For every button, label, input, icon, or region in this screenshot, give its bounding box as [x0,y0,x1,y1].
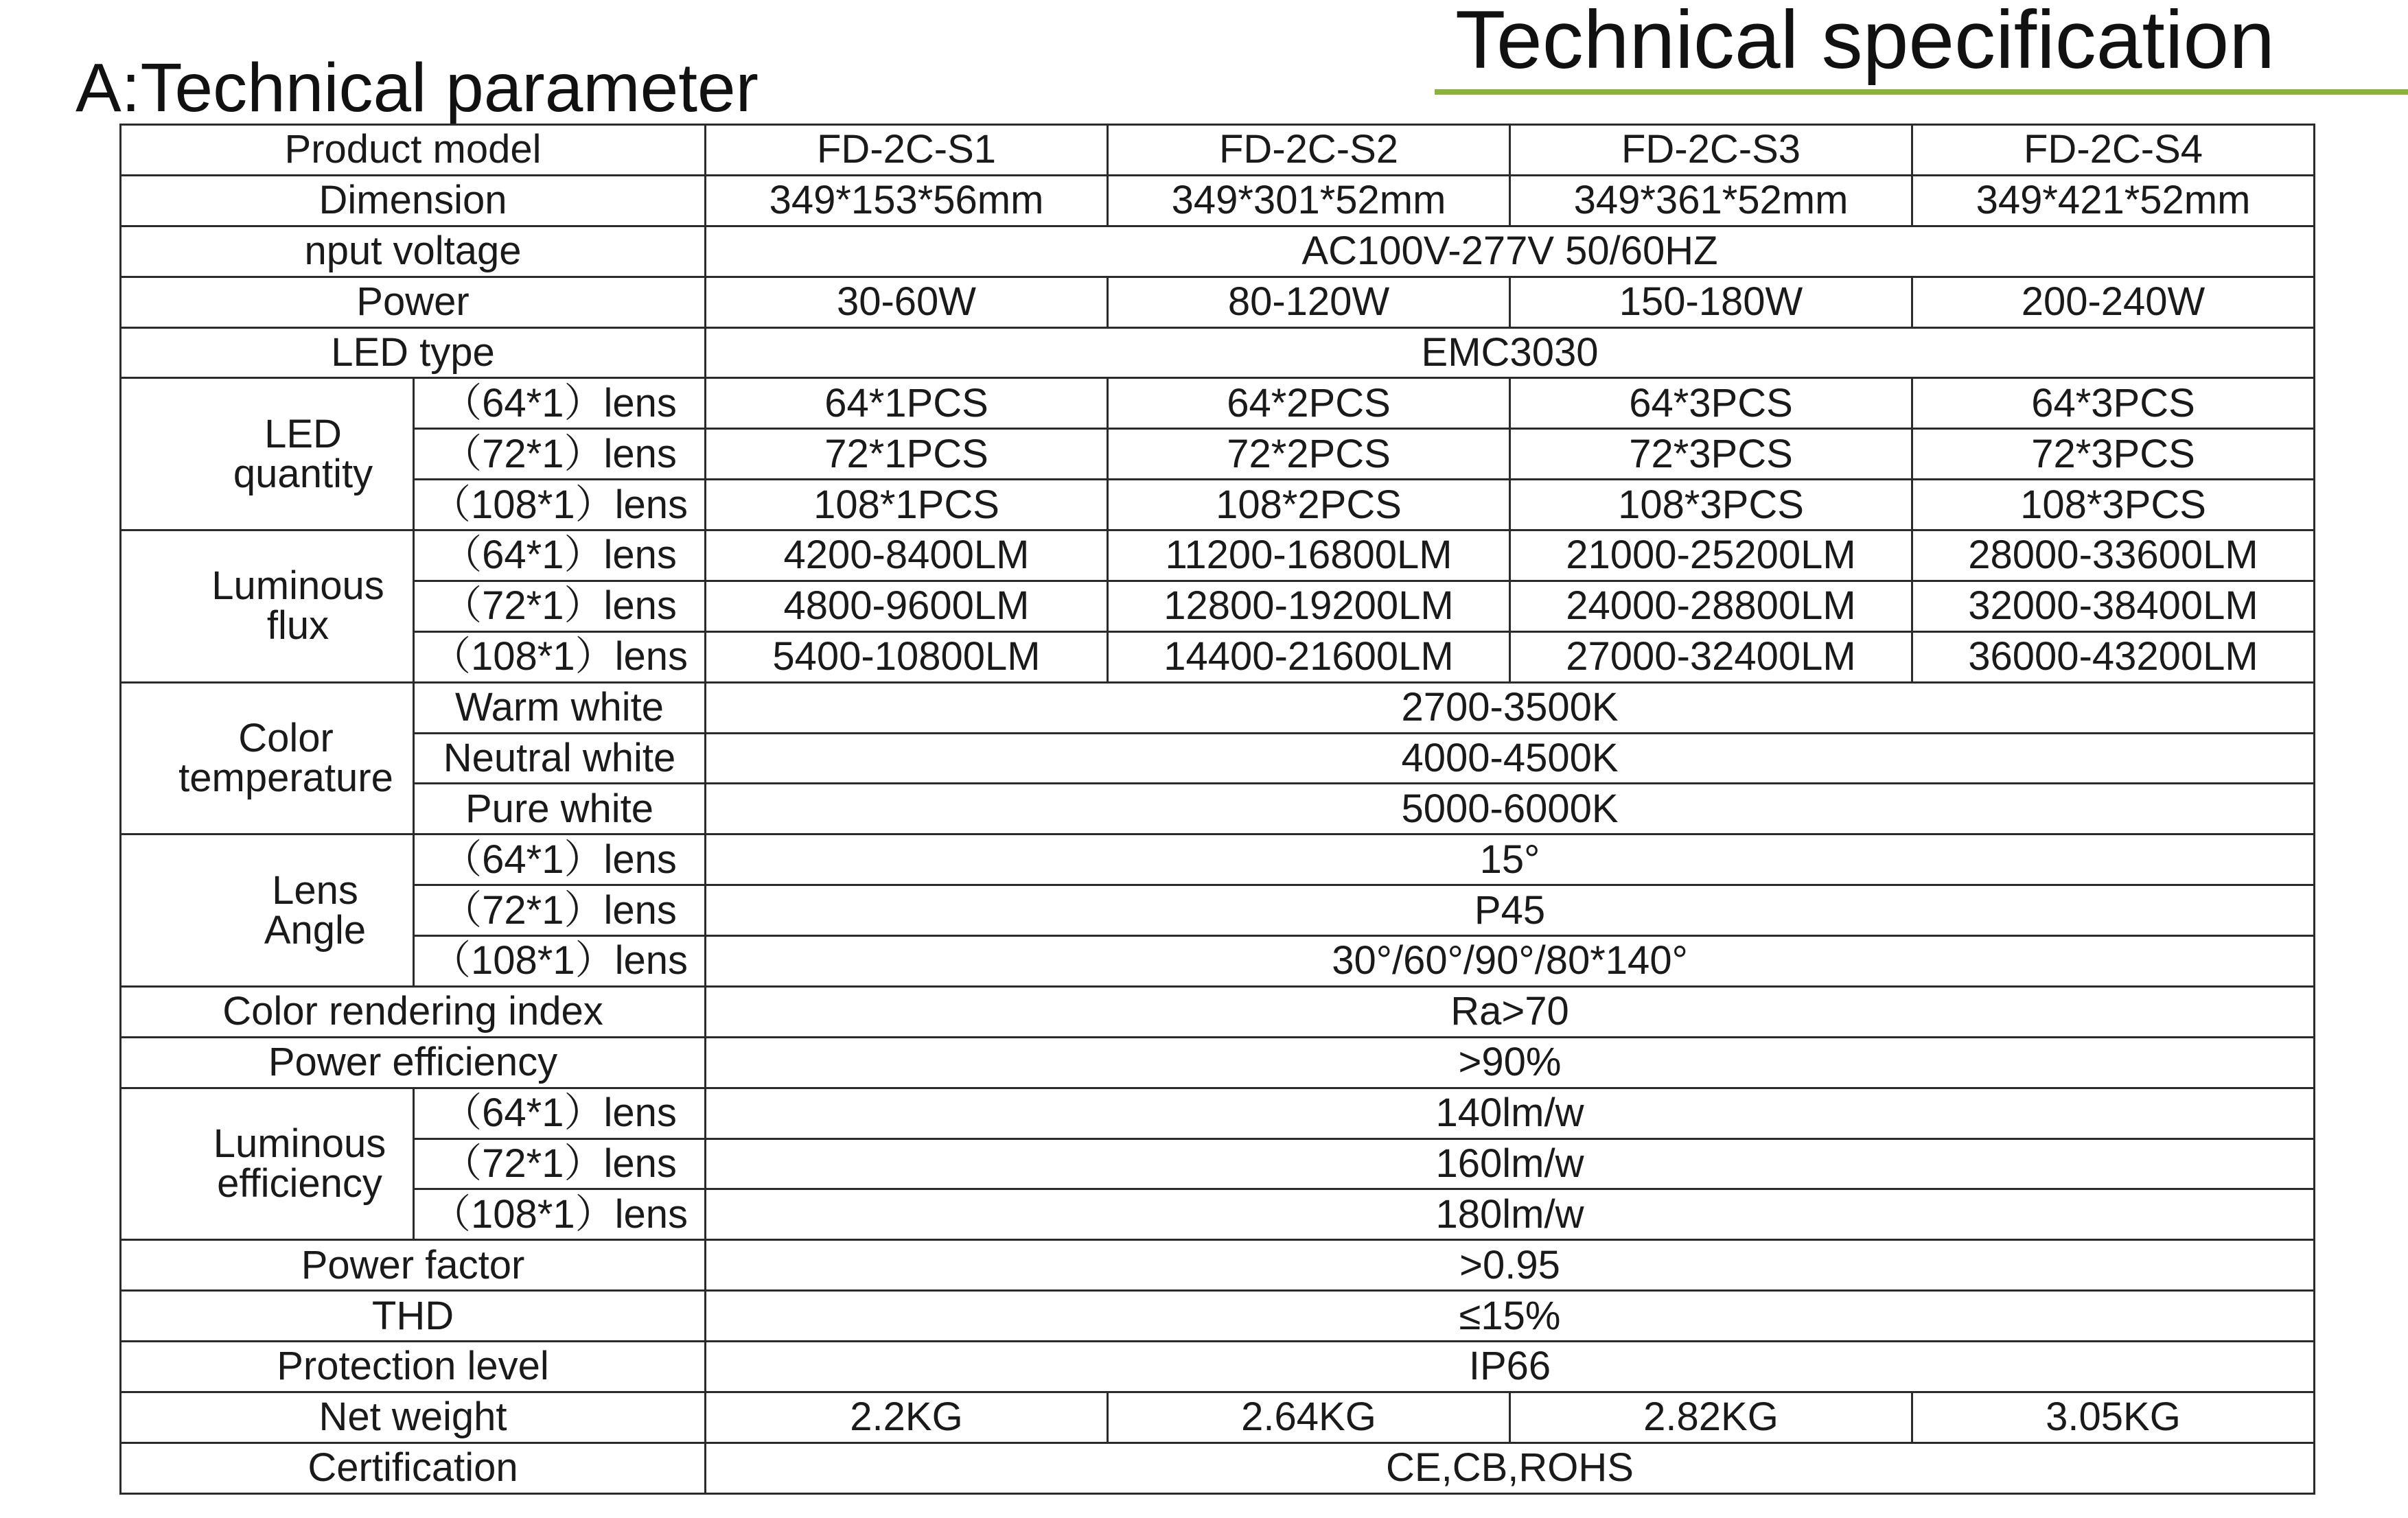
lens-label: （72*1）lens [414,429,706,480]
merged-value-cell: IP66 [706,1342,2315,1392]
value-cell: 12800-19200LM [1108,581,1510,631]
lens-label: （108*1）lens [414,631,706,682]
value-cell: 349*361*52mm [1510,175,1912,226]
group-label-line: efficiency [217,1160,382,1206]
value-cell: 5400-10800LM [706,631,1108,682]
row-label: THD [121,1291,706,1342]
group-label-color-temperature [121,682,414,834]
row-power-factor [121,1240,2315,1291]
value-cell: 108*3PCS [1510,480,1912,530]
row-input-voltage [121,226,2315,277]
merged-value-cell: CE,CB,ROHS [706,1443,2315,1493]
row-label: Protection level [121,1342,706,1392]
group-label-line: Lens [272,867,358,913]
merged-value-cell: 160lm/w [706,1138,2315,1189]
row-thd [121,1291,2315,1342]
group-label-lens-angle [121,834,414,987]
value-cell: 80-120W [1108,277,1510,327]
value-cell: 11200-16800LM [1108,530,1510,581]
value-cell: 72*1PCS [706,429,1108,480]
merged-value-cell: 5000-6000K [706,784,2315,834]
value-cell: 14400-21600LM [1108,631,1510,682]
lens-label: （108*1）lens [414,936,706,987]
row-product-model [121,125,2315,176]
group-label-luminous-efficiency [121,1088,414,1240]
group-label-line: Angle [264,907,367,953]
value-cell: 349*153*56mm [706,175,1108,226]
lens-label: （108*1）lens [414,480,706,530]
row-led-quantity-72 [121,429,2315,480]
value-cell: 24000-28800LM [1510,581,1912,631]
model-cell: FD-2C-S3 [1510,125,1912,176]
value-cell: 64*1PCS [706,378,1108,429]
value-cell: 27000-32400LM [1510,631,1912,682]
merged-value-cell: 15° [706,834,2315,885]
group-label-line: flux [266,603,329,649]
row-label: Power factor [121,1240,706,1291]
group-label-line: temperature [178,755,393,800]
value-cell: 108*1PCS [706,480,1108,530]
value-cell: 108*2PCS [1108,480,1510,530]
model-cell: FD-2C-S4 [1912,125,2315,176]
row-label: nput voltage [121,226,706,277]
value-cell: 4200-8400LM [706,530,1108,581]
value-cell: 2.82KG [1510,1392,1912,1443]
row-luminous-efficiency-64 [121,1088,2315,1138]
merged-value-cell: ≤15% [706,1291,2315,1342]
merged-value-cell: 4000-4500K [706,733,2315,784]
row-color-temperature-warm [121,682,2315,733]
row-protection-level [121,1342,2315,1392]
value-cell: 32000-38400LM [1912,581,2315,631]
value-cell: 72*3PCS [1510,429,1912,480]
value-cell: 2.2KG [706,1392,1108,1443]
value-cell: 64*2PCS [1108,378,1510,429]
lens-label: （64*1）lens [414,378,706,429]
merged-value-cell: 2700-3500K [706,682,2315,733]
lens-label: （64*1）lens [414,834,706,885]
lens-label: （72*1）lens [414,1138,706,1189]
row-luminous-efficiency-72 [121,1138,2315,1189]
value-cell: 150-180W [1510,277,1912,327]
row-power [121,277,2315,327]
merged-value-cell: Ra>70 [706,986,2315,1037]
row-luminous-flux-64 [121,530,2315,581]
row-led-quantity-108 [121,480,2315,530]
merged-value-cell: 30°/60°/90°/80*140° [706,936,2315,987]
value-cell: 4800-9600LM [706,581,1108,631]
merged-value-cell: >0.95 [706,1240,2315,1291]
row-label: Dimension [121,175,706,226]
group-label-line: LED [264,411,342,456]
row-dimension [121,175,2315,226]
row-lens-angle-108 [121,936,2315,987]
value-cell: 108*3PCS [1912,480,2315,530]
model-cell: FD-2C-S1 [706,125,1108,176]
value-cell: 64*3PCS [1912,378,2315,429]
merged-value-cell: >90% [706,1037,2315,1088]
row-net-weight [121,1392,2315,1443]
spec-table [119,124,2315,1495]
model-cell: FD-2C-S2 [1108,125,1510,176]
value-cell: 72*2PCS [1108,429,1510,480]
value-cell: 349*301*52mm [1108,175,1510,226]
group-label-line: Color [238,715,334,760]
group-label-line: Luminous [211,563,384,609]
value-cell: 200-240W [1912,277,2315,327]
group-label-line: Luminous [213,1121,386,1166]
title-underline-bar [1435,89,2408,95]
value-cell: 64*3PCS [1510,378,1912,429]
row-led-quantity-64 [121,378,2315,429]
title-underline [1435,89,2408,95]
row-certification [121,1443,2315,1493]
merged-value-cell: AC100V-277V 50/60HZ [706,226,2315,277]
value-cell: 28000-33600LM [1912,530,2315,581]
group-label-led-quantity [121,378,414,530]
lens-label: （64*1）lens [414,530,706,581]
row-label: Power efficiency [121,1037,706,1088]
row-label: Power [121,277,706,327]
merged-value-cell: 180lm/w [706,1189,2315,1240]
row-color-rendering-index [121,986,2315,1037]
merged-value-cell: P45 [706,885,2315,936]
sub-label: Warm white [414,682,706,733]
lens-label: （108*1）lens [414,1189,706,1240]
row-lens-angle-72 [121,885,2315,936]
row-luminous-efficiency-108 [121,1189,2315,1240]
value-cell: 3.05KG [1912,1392,2315,1443]
row-label: LED type [121,327,706,378]
value-cell: 349*421*52mm [1912,175,2315,226]
row-color-temperature-pure [121,784,2315,834]
group-label-line: quantity [233,451,373,496]
sub-label: Pure white [414,784,706,834]
lens-label: （72*1）lens [414,581,706,631]
row-led-type [121,327,2315,378]
row-label: Net weight [121,1392,706,1443]
value-cell: 30-60W [706,277,1108,327]
row-color-temperature-neutral [121,733,2315,784]
value-cell: 72*3PCS [1912,429,2315,480]
row-luminous-flux-72 [121,581,2315,631]
merged-value-cell: 140lm/w [706,1088,2315,1138]
lens-label: （64*1）lens [414,1088,706,1138]
merged-value-cell: EMC3030 [706,327,2315,378]
row-lens-angle-64 [121,834,2315,885]
sub-label: Neutral white [414,733,706,784]
value-cell: 21000-25200LM [1510,530,1912,581]
section-title: A:Technical parameter [76,49,759,126]
value-cell: 2.64KG [1108,1392,1510,1443]
page-title: Technical specification [1455,0,2275,86]
row-label: Color rendering index [121,986,706,1037]
lens-label: （72*1）lens [414,885,706,936]
group-label-luminous-flux [121,530,414,683]
row-label: Certification [121,1443,706,1493]
row-luminous-flux-108 [121,631,2315,682]
row-power-efficiency [121,1037,2315,1088]
value-cell: 36000-43200LM [1912,631,2315,682]
row-label: Product model [121,125,706,176]
